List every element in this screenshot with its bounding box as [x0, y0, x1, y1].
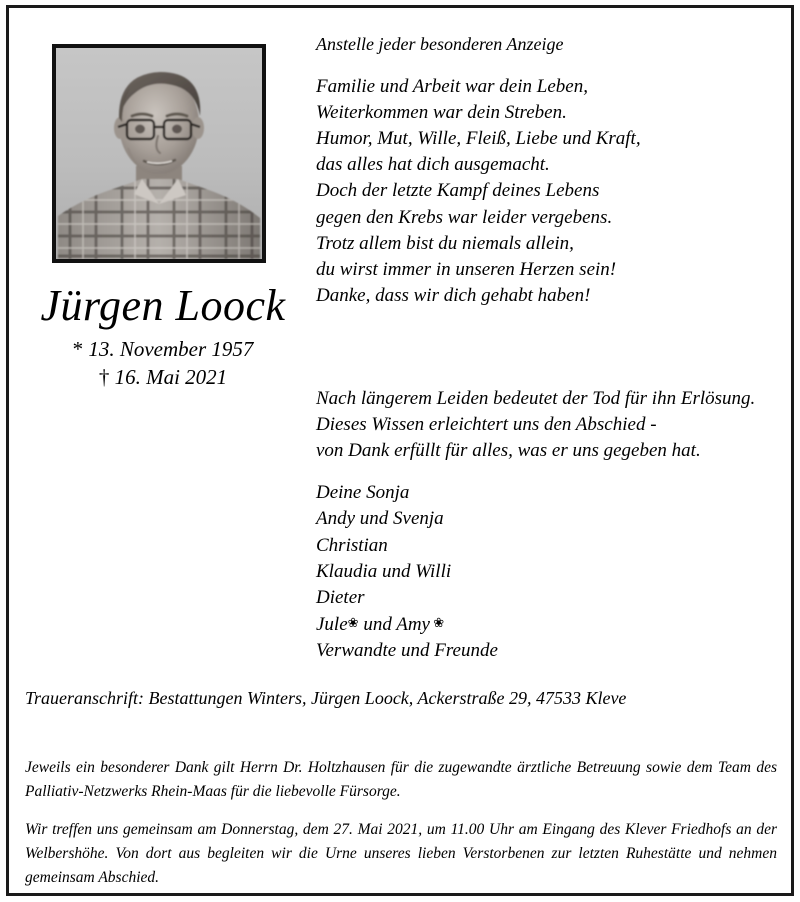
verse-column [316, 34, 786, 310]
name-block [18, 283, 308, 391]
poem-line: Danke, dass wir dich gehabt haben! [316, 285, 591, 307]
mourner-name-secondary: und Amy [358, 613, 430, 635]
mourning-address: Traueranschrift: Bestattungen Winters, Jürgen Loock, Ackerstraße 29, 47533 Kleve [25, 688, 627, 708]
mourners-list [316, 480, 616, 664]
farewell-line: Nach längerem Leiden bedeutet der Tod für ihn Erlösung. [316, 388, 756, 409]
mourner-name: Christian [316, 534, 388, 556]
closing-note: Jeweils ein besonderer Dank gilt Herrn Dr. Holtzhausen für die zugewandte ärztliche Betreuung sowie dem Team des Palliativ-Netzwerks Rhein-Maas für die liebevolle Fürsorge. [25, 759, 777, 801]
poem-line: das alles hat dich ausgemacht. [316, 154, 550, 176]
death-date: 16. Mai 2021 [114, 364, 228, 389]
farewell-line: Dieses Wissen erleichtert uns den Abschied - [316, 414, 657, 436]
poem-line: Familie und Arbeit war dein Leben, [316, 75, 588, 97]
mourner-line [316, 533, 616, 559]
poem-line: Weiterkommen war dein Streben. [316, 101, 567, 123]
closing-notes [25, 756, 777, 890]
paw-print-icon: ❀ [347, 614, 359, 630]
life-dates [18, 336, 308, 392]
memorial-poem [316, 74, 786, 310]
mourner-name: Andy und Svenja [316, 508, 444, 530]
birth-date: 13. November 1957 [88, 336, 254, 361]
farewell-line: von Dank erfüllt für alles, was er uns gegeben hat. [316, 440, 701, 462]
closing-note: Wir treffen uns gemeinsam am Donnerstag, dem 27. Mai 2021, um 11.00 Uhr am Eingang des Klever Friedhofs an der Welbershöhe. Von dort aus begleiten wir die Urne unseres lieben Verstorbenen zur letzten Ruhestätte und nehmen gemeinsam Abschied. [25, 821, 777, 887]
intro-line: Anstelle jeder besonderen Anzeige [316, 34, 564, 54]
paw-print-icon: ❀ [429, 614, 445, 630]
poem-line: Trotz allem bist du niemals allein, [316, 232, 574, 254]
poem-line: du wirst immer in unseren Herzen sein! [316, 259, 617, 281]
mourner-name: Jule [316, 613, 348, 635]
death-date-line [18, 364, 308, 392]
mourner-line [316, 638, 616, 664]
portrait-photo [52, 44, 266, 263]
poem-line: Doch der letzte Kampf deines Lebens [316, 180, 600, 202]
death-symbol: † [98, 364, 110, 389]
mourner-name: Deine Sonja [316, 482, 410, 503]
deceased-name: Jürgen Loock [40, 281, 286, 330]
birth-date-line [18, 336, 308, 364]
mourner-name: Klaudia und Willi [316, 560, 452, 582]
mourner-line [316, 612, 616, 638]
mourner-name: Verwandte und Freunde [316, 639, 498, 661]
poem-line: Humor, Mut, Wille, Fleiß, Liebe und Kraft, [316, 128, 641, 150]
mourner-name: Dieter [316, 587, 365, 609]
poem-line: gegen den Krebs war leider vergebens. [316, 206, 613, 228]
birth-symbol: * [72, 336, 84, 361]
mourner-line [316, 506, 616, 532]
mourner-line [316, 559, 616, 585]
mourner-line [316, 480, 616, 506]
mourner-line [316, 585, 616, 611]
farewell-text [316, 386, 786, 465]
